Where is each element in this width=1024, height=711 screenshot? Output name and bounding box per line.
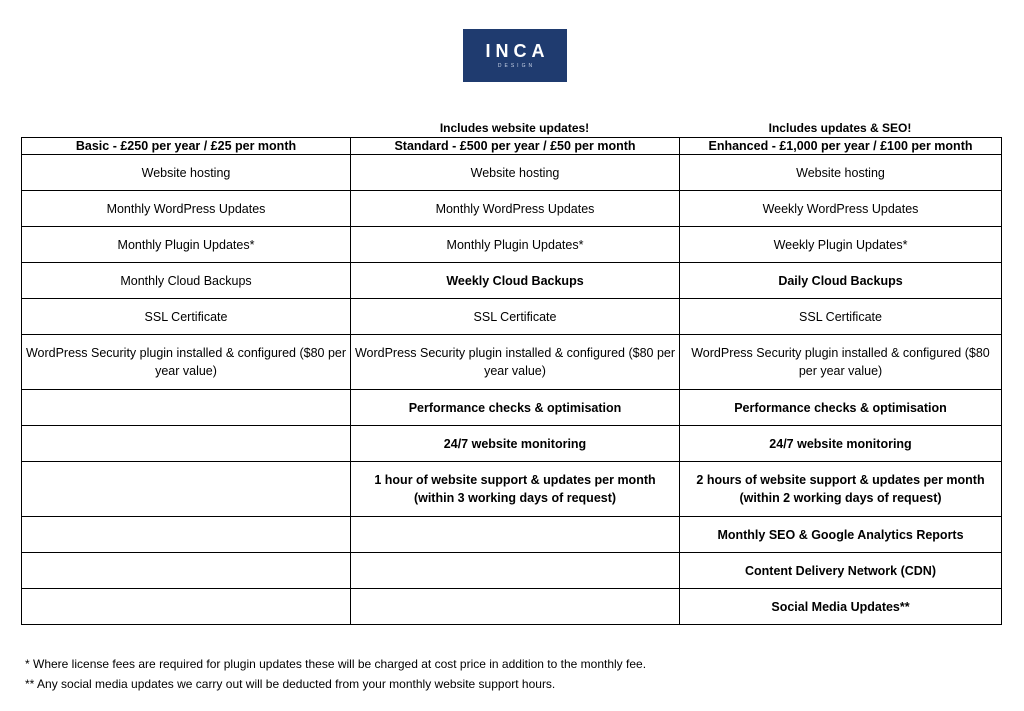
standard-cell: 24/7 website monitoring: [351, 426, 680, 462]
basic-cell: WordPress Security plugin installed & configured ($80 per year value): [22, 335, 351, 390]
basic-cell: [22, 462, 351, 517]
basic-cell: Monthly Plugin Updates*: [22, 227, 351, 263]
basic-cell: [22, 589, 351, 625]
table-row: [22, 299, 1002, 335]
table-row: [22, 426, 1002, 462]
standard-tagline: Includes website updates!: [439, 121, 590, 135]
enhanced-cell: 2 hours of website support & updates per month (within 2 working days of request): [680, 462, 1002, 517]
logo-text: INCA: [485, 41, 550, 61]
table-row: [22, 462, 1002, 517]
basic-cell: [22, 553, 351, 589]
enhanced-cell: Content Delivery Network (CDN): [680, 553, 1002, 589]
standard-cell: [351, 517, 680, 553]
table-row: [22, 227, 1002, 263]
footnote-plugin-fees: * Where license fees are required for plugin updates these will be charged at cost price in addition to the monthly fee.: [25, 657, 647, 671]
enhanced-cell: Social Media Updates**: [680, 589, 1002, 625]
enhanced-cell: Performance checks & optimisation: [680, 390, 1002, 426]
table-row: [22, 589, 1002, 625]
standard-cell: 1 hour of website support & updates per month (within 3 working days of request): [351, 462, 680, 517]
header-row: [22, 138, 1002, 155]
standard-cell: SSL Certificate: [351, 299, 680, 335]
enhanced-cell: Daily Cloud Backups: [680, 263, 1002, 299]
enhanced-tagline: Includes updates & SEO!: [768, 121, 912, 135]
plan-taglines: [21, 119, 1001, 137]
standard-cell: [351, 553, 680, 589]
enhanced-cell: Monthly SEO & Google Analytics Reports: [680, 517, 1002, 553]
logo-subtext: DESIGN: [497, 63, 536, 69]
basic-cell: [22, 390, 351, 426]
footnote-social-media: ** Any social media updates we carry out will be deducted from your monthly website support hours.: [25, 677, 556, 691]
basic-cell: [22, 426, 351, 462]
standard-cell: WordPress Security plugin installed & configured ($80 per year value): [351, 335, 680, 390]
table-row: [22, 517, 1002, 553]
table-row: [22, 263, 1002, 299]
table-row: [22, 553, 1002, 589]
pricing-table: [21, 137, 1002, 625]
basic-cell: SSL Certificate: [22, 299, 351, 335]
basic-cell: Website hosting: [22, 155, 351, 191]
footnotes: [25, 654, 646, 694]
enhanced-plan-header: Enhanced - £1,000 per year / £100 per month: [680, 138, 1002, 155]
basic-cell: [22, 517, 351, 553]
enhanced-cell: WordPress Security plugin installed & configured ($80 per year value): [680, 335, 1002, 390]
basic-plan-header: Basic - £250 per year / £25 per month: [22, 138, 351, 155]
enhanced-cell: Weekly WordPress Updates: [680, 191, 1002, 227]
table-row: [22, 191, 1002, 227]
enhanced-cell: Weekly Plugin Updates*: [680, 227, 1002, 263]
standard-cell: [351, 589, 680, 625]
basic-cell: Monthly Cloud Backups: [22, 263, 351, 299]
standard-cell: Monthly WordPress Updates: [351, 191, 680, 227]
inca-design-logo: [463, 29, 567, 82]
enhanced-cell: SSL Certificate: [680, 299, 1002, 335]
standard-plan-header: Standard - £500 per year / £50 per month: [351, 138, 680, 155]
standard-cell: Weekly Cloud Backups: [351, 263, 680, 299]
basic-cell: Monthly WordPress Updates: [22, 191, 351, 227]
enhanced-cell: Website hosting: [680, 155, 1002, 191]
table-row: [22, 390, 1002, 426]
standard-cell: Monthly Plugin Updates*: [351, 227, 680, 263]
table-row: [22, 155, 1002, 191]
enhanced-cell: 24/7 website monitoring: [680, 426, 1002, 462]
table-row: [22, 335, 1002, 390]
standard-cell: Website hosting: [351, 155, 680, 191]
standard-cell: Performance checks & optimisation: [351, 390, 680, 426]
